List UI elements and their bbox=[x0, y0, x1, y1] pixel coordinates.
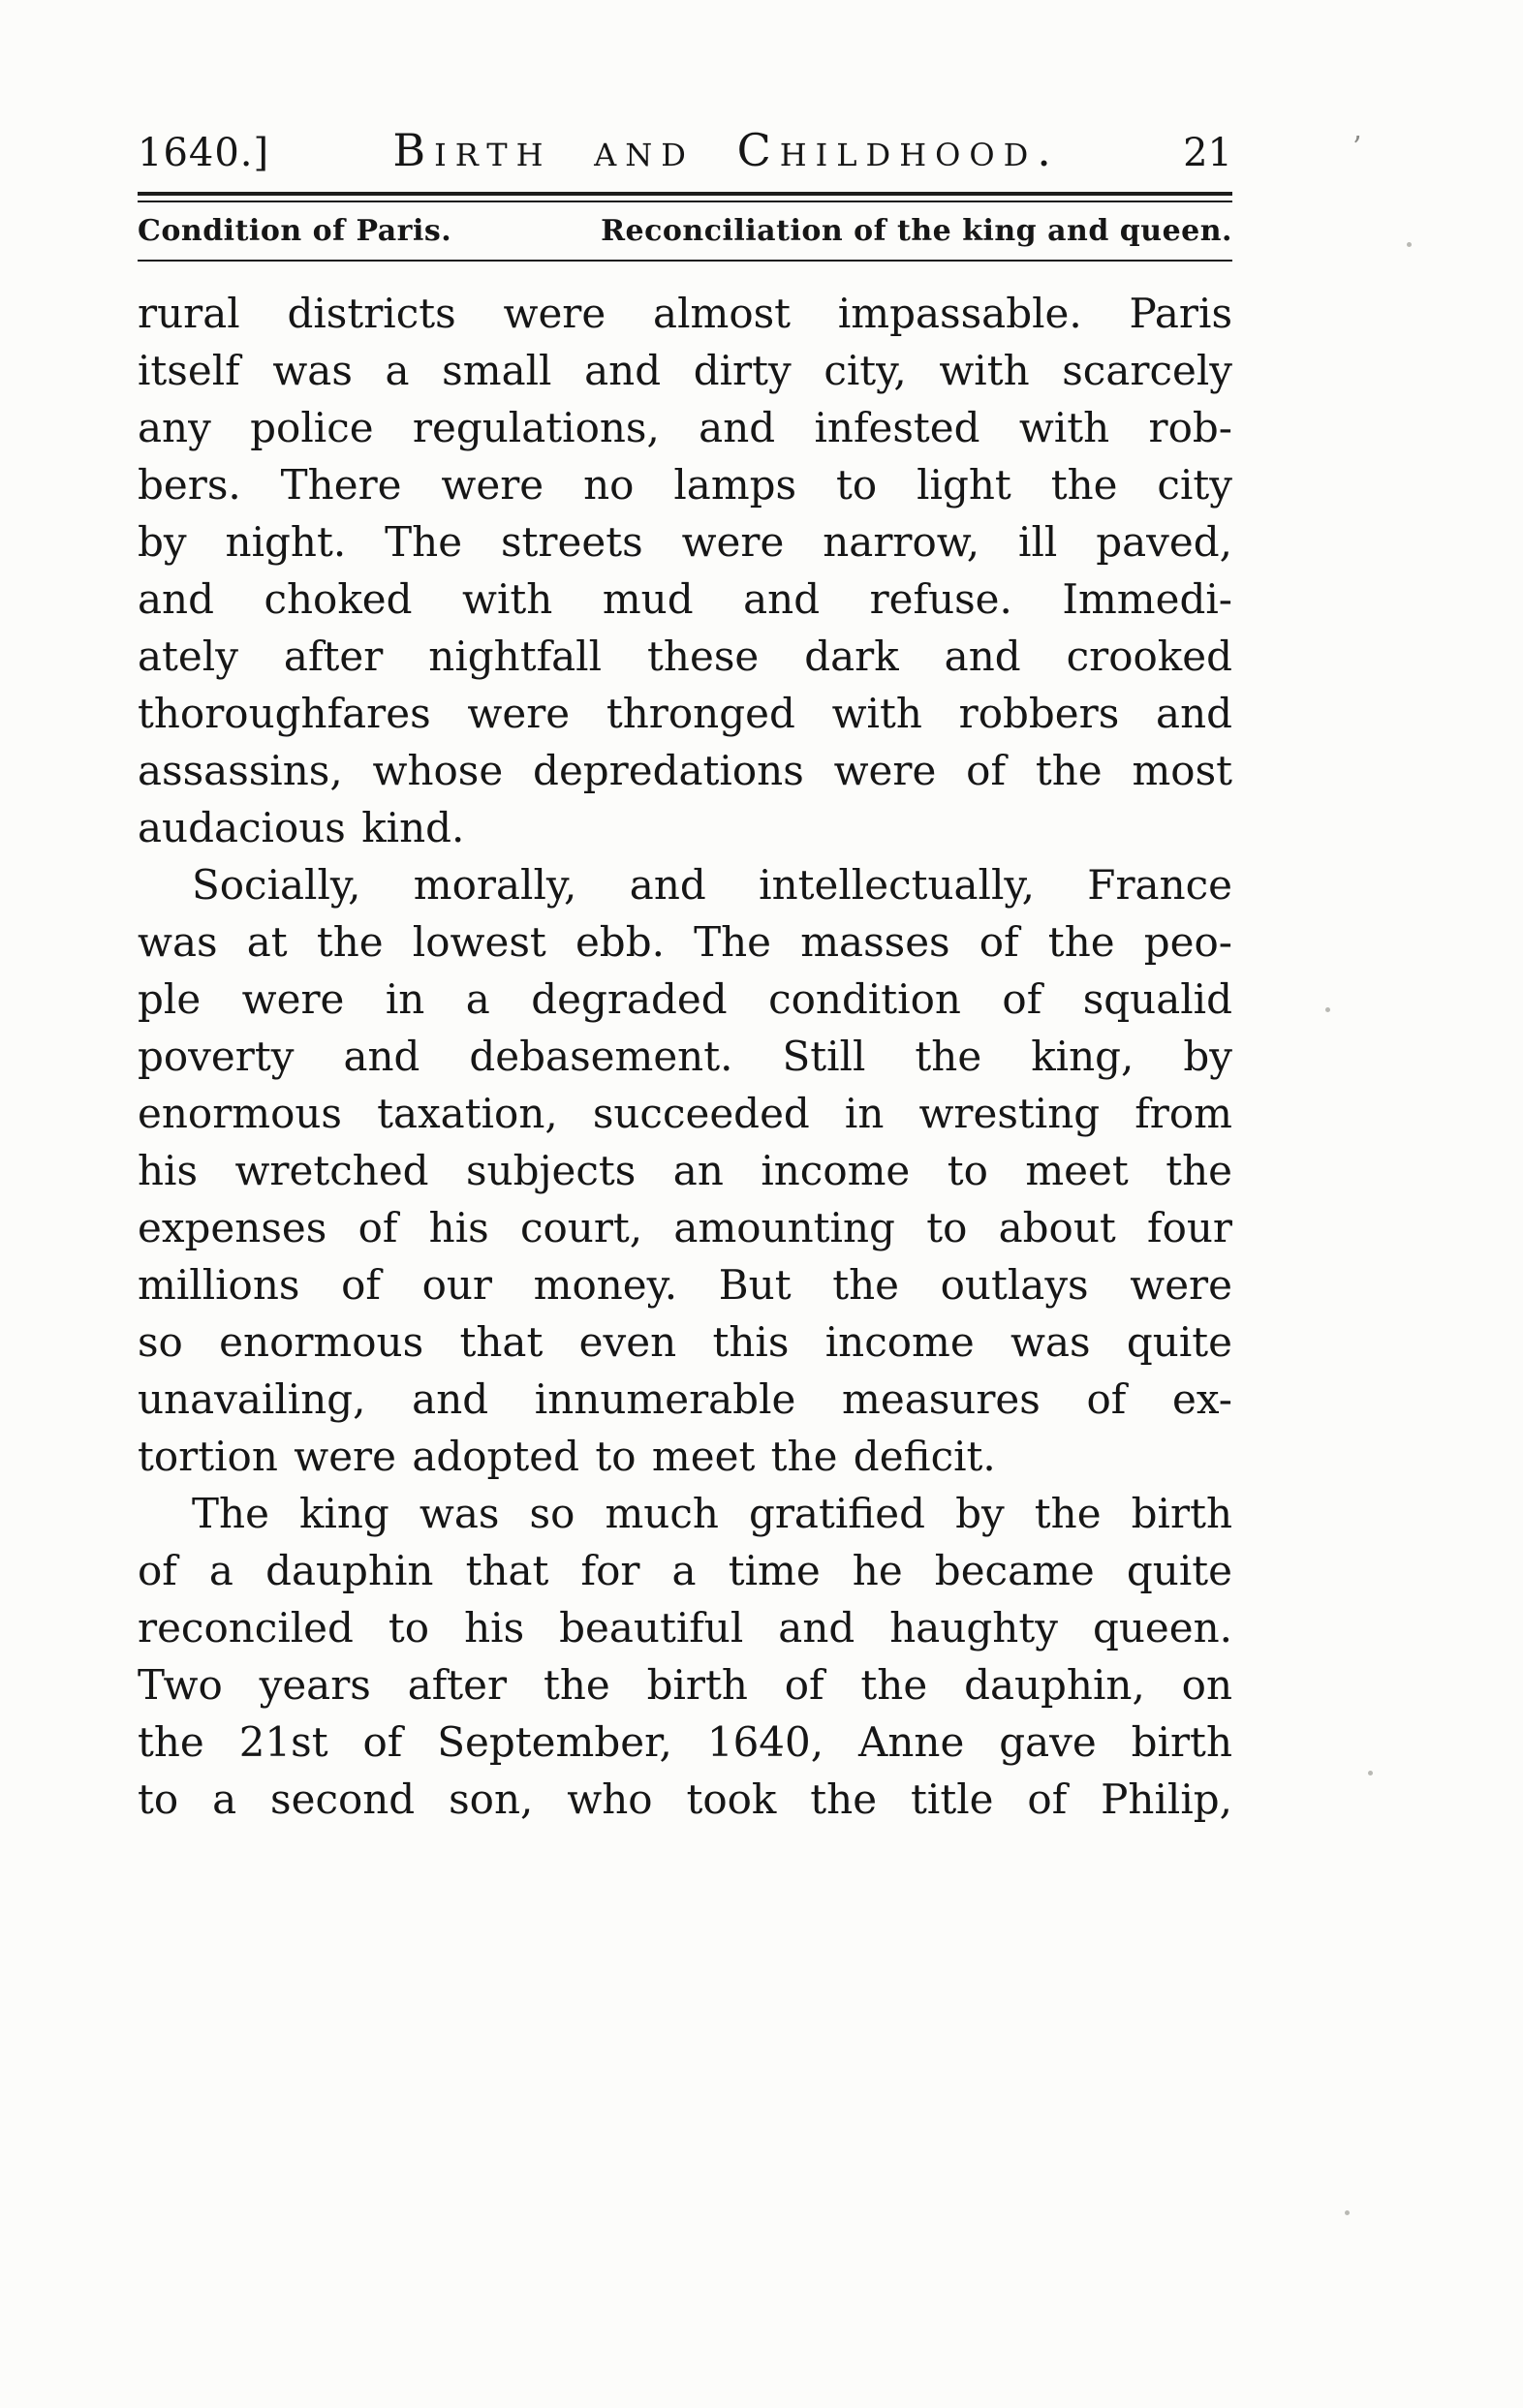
paragraph-2 bbox=[138, 856, 1232, 1485]
header-rule-thin bbox=[138, 201, 1232, 202]
text-line: expenses of his court, amounting to about four bbox=[138, 1204, 1232, 1251]
text-line: thoroughfares were thronged with robbers and bbox=[138, 690, 1232, 737]
text-line: to a second son, who took the title of Philip, bbox=[138, 1775, 1232, 1823]
text-line: tortion were adopted to meet the deficit. bbox=[138, 1433, 996, 1480]
text-line: of a dauphin that for a time he became quite bbox=[138, 1547, 1232, 1594]
header-year: 1640.] bbox=[138, 131, 270, 175]
text-line: enormous taxation, succeeded in wresting from bbox=[138, 1090, 1232, 1137]
text-line: was at the lowest ebb. The masses of the peo- bbox=[138, 918, 1232, 966]
text-line: rural districts were almost impassable. Paris bbox=[138, 290, 1232, 337]
text-line: reconciled to his beautiful and haughty queen. bbox=[138, 1604, 1232, 1652]
running-header bbox=[138, 124, 1232, 176]
subheader-right: Reconciliation of the king and queen. bbox=[601, 214, 1232, 248]
text-line: and choked with mud and refuse. Immedi- bbox=[138, 575, 1232, 623]
scan-artifact-mark: ’ bbox=[1352, 131, 1362, 165]
text-line: assassins, whose depredations were of the most bbox=[138, 747, 1232, 794]
scan-speck bbox=[1345, 2210, 1350, 2215]
text-line: any police regulations, and infested with rob- bbox=[138, 404, 1232, 451]
subheader-left: Condition of Paris. bbox=[138, 214, 452, 248]
text-block bbox=[138, 124, 1232, 1828]
text-line: by night. The streets were narrow, ill paved, bbox=[138, 518, 1232, 566]
scan-speck bbox=[1407, 242, 1412, 247]
text-line: poverty and debasement. Still the king, by bbox=[138, 1033, 1232, 1080]
text-line: so enormous that even this income was quite bbox=[138, 1318, 1232, 1366]
text-line: ately after nightfall these dark and crooked bbox=[138, 633, 1232, 680]
text-line: his wretched subjects an income to meet the bbox=[138, 1147, 1232, 1194]
text-line: Socially, morally, and intellectually, France bbox=[192, 861, 1232, 909]
subheader bbox=[138, 214, 1232, 262]
paragraph-1 bbox=[138, 285, 1232, 856]
text-line: bers. There were no lamps to light the city bbox=[138, 461, 1232, 509]
scan-speck bbox=[1368, 1771, 1373, 1775]
text-line: The king was so much gratified by the birth bbox=[192, 1490, 1232, 1537]
text-line: ple were in a degraded condition of squalid bbox=[138, 975, 1232, 1023]
text-line: audacious kind. bbox=[138, 804, 465, 851]
text-line: the 21st of September, 1640, Anne gave birth bbox=[138, 1718, 1232, 1766]
text-line: unavailing, and innumerable measures of ex- bbox=[138, 1375, 1232, 1423]
header-rule-thick bbox=[138, 192, 1232, 196]
body-text bbox=[138, 285, 1232, 1828]
text-line: millions of our money. But the outlays were bbox=[138, 1261, 1232, 1309]
paragraph-3 bbox=[138, 1485, 1232, 1828]
header-title: Birth and Childhood. bbox=[392, 124, 1060, 176]
text-line: itself was a small and dirty city, with scarcely bbox=[138, 347, 1232, 394]
scan-speck bbox=[1325, 1007, 1330, 1012]
header-page-number: 21 bbox=[1183, 131, 1232, 175]
text-line: Two years after the birth of the dauphin, on bbox=[138, 1661, 1232, 1709]
